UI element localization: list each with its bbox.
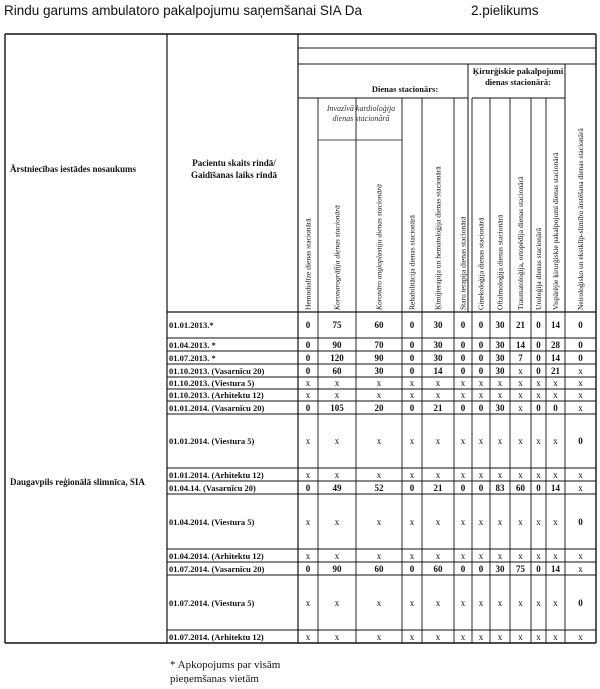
table-cell: 0	[305, 402, 311, 413]
table-cell: 105	[330, 402, 344, 413]
table-cell: 60	[374, 563, 384, 574]
table-cell: 0	[409, 320, 415, 330]
column-header-11: Vispārējie ķirurģiskie pakalpojumi dienas stacionārā	[551, 152, 560, 310]
table-cell: x	[478, 631, 484, 642]
table-cell: x	[376, 378, 382, 388]
table-cell: 0	[460, 320, 466, 330]
table-cell: 0	[409, 339, 415, 350]
table-cell: 0	[578, 320, 583, 330]
table-cell: x	[553, 390, 558, 400]
table-cell: 0	[536, 563, 541, 574]
table-cell: 0	[305, 365, 311, 376]
table-cell: x	[553, 516, 558, 527]
queue-header: Pacientu skaits rindā/ Gaidīšanas laiks rindā	[190, 158, 278, 180]
table-cell: x	[435, 597, 441, 608]
table-cell: 0	[578, 339, 583, 350]
column-header-3: Koronāro angioplastiju dienas stacionārā	[374, 184, 384, 310]
table-cell: x	[376, 390, 382, 400]
table-cell: 90	[332, 563, 342, 574]
table-cell: x	[409, 597, 415, 608]
table-cell: x	[376, 597, 382, 608]
table-cell: 75	[516, 563, 525, 574]
table-cell: 0	[409, 563, 415, 574]
footnote: * Apkopojums par visām pieņemšanas vietām	[170, 659, 281, 685]
column-header-10: Uroloģija dienas stacionārā	[534, 227, 543, 310]
table-cell: x	[518, 402, 523, 413]
table-cell: x	[409, 436, 415, 446]
column-header-1: Hemodialīze dienas stacionārā	[303, 218, 313, 310]
table-cell: 7	[518, 352, 523, 363]
table-cell: 0	[409, 482, 415, 493]
table-cell: x	[305, 597, 311, 608]
table-cell: x	[409, 631, 415, 642]
table-cell: x	[305, 550, 311, 561]
table-cell: x	[497, 550, 503, 561]
table-cell: x	[478, 378, 484, 388]
table-cell: 21	[516, 320, 525, 330]
column-header-5: Ķīmijterapija un hematoloģija dienas stacionārā	[433, 166, 443, 310]
institution-header: Ārstniecības iestādes nosaukums	[10, 164, 137, 174]
table-cell: x	[578, 378, 583, 388]
institution-name: Daugavpils reģionālā slimnīca, SIA	[10, 477, 145, 487]
row-date: 01.07.2014. (Vasarnīcu 20)	[169, 563, 265, 574]
table-cell: x	[435, 390, 441, 400]
table-cell: 83	[495, 482, 505, 493]
table-cell: 90	[332, 339, 342, 350]
subgroup-invasive-cardiology: Invazīvā kardioloģija dienas stacionārā	[326, 104, 396, 123]
table-cell: x	[435, 550, 441, 561]
table-cell: x	[435, 378, 441, 388]
table-cell: x	[460, 469, 466, 480]
table-cell: x	[578, 631, 583, 642]
table-cell: x	[553, 469, 558, 480]
table-cell: 0	[305, 320, 311, 330]
row-date: 01.10.2013. (Viestura 5)	[169, 378, 255, 388]
table-cell: x	[578, 469, 583, 480]
table-cell: x	[409, 390, 415, 400]
table-cell: x	[536, 550, 541, 561]
table-cell: x	[409, 516, 415, 527]
table-cell: x	[536, 390, 541, 400]
table-cell: 14	[551, 482, 560, 493]
table-cell: x	[497, 516, 503, 527]
table-cell: x	[478, 516, 484, 527]
table-cell: x	[553, 550, 558, 561]
table-cell: 0	[460, 365, 466, 376]
table-cell: 30	[495, 352, 505, 363]
table-cell: x	[305, 516, 311, 527]
table-cell: x	[497, 436, 503, 446]
table-cell: 49	[332, 482, 342, 493]
table-cell: 30	[495, 339, 505, 350]
table-cell: x	[435, 436, 441, 446]
table-cell: x	[497, 631, 503, 642]
table-cell: 14	[433, 365, 443, 376]
group-surgical-services: Ķirurģiskie pakalpojumi dienas stacionārā:	[472, 66, 564, 87]
table-cell: 30	[495, 563, 505, 574]
row-date: 01.07.2014. (Viestura 5)	[169, 597, 255, 608]
table-cell: 120	[330, 352, 344, 363]
table-cell: x	[478, 436, 484, 446]
table-cell: x	[334, 631, 340, 642]
table-cell: x	[553, 597, 558, 608]
table-cell: 0	[578, 352, 583, 363]
column-header-2: Koronarogrāfija dienas stacionārā	[332, 205, 342, 310]
table-cell: 0	[409, 402, 415, 413]
group-day-stationary: Dienas stacionārs:	[371, 84, 439, 94]
table-cell: x	[334, 436, 340, 446]
table-cell: 90	[374, 352, 384, 363]
table-cell: x	[497, 378, 503, 388]
table-cell: x	[409, 550, 415, 561]
table-cell: 60	[433, 563, 443, 574]
column-header-12: Neiroloģisko un ekstklīp-slimību ārstēšana dienas stacionārā	[576, 128, 585, 310]
table-cell: 30	[433, 352, 443, 363]
table-cell: x	[435, 631, 441, 642]
table-cell: 0	[478, 402, 484, 413]
table-cell: 28	[551, 339, 560, 350]
document-title: Rindu garums ambulatoro pakalpojumu saņemšanai SIA Da	[4, 3, 362, 18]
table-cell: x	[435, 469, 441, 480]
column-header-7: Ginekoloģija dienas stacionārā	[476, 217, 486, 310]
table-cell: x	[305, 378, 311, 388]
table-cell: x	[460, 597, 466, 608]
table-cell: x	[518, 631, 523, 642]
column-header-8: Oftalmoloģija dienas stacionārā	[495, 214, 505, 310]
table-cell: 0	[536, 339, 541, 350]
table-cell: x	[305, 631, 311, 642]
table-cell: x	[376, 631, 382, 642]
column-header-4: Rehabilitācija dienas stacionārā	[407, 215, 417, 310]
table-cell: x	[460, 516, 466, 527]
table-cell: 0	[305, 352, 311, 363]
table-cell: x	[553, 378, 558, 388]
table-cell: 0	[536, 402, 541, 413]
table-cell: x	[376, 516, 382, 527]
table-cell: x	[578, 365, 583, 376]
table-cell: x	[553, 631, 558, 642]
row-date: 01.01.2014. (Viestura 5)	[169, 436, 255, 446]
table-cell: 0	[536, 320, 541, 330]
table-cell: 60	[374, 320, 384, 330]
table-cell: 0	[536, 482, 541, 493]
table-cell: x	[334, 390, 340, 400]
table-cell: 30	[495, 402, 505, 413]
table-cell: 0	[578, 516, 583, 527]
table-cell: x	[497, 469, 503, 480]
table-cell: x	[497, 390, 503, 400]
table-cell: 0	[460, 352, 466, 363]
table-cell: x	[553, 436, 558, 446]
table-cell: 30	[495, 320, 505, 330]
table-cell: 0	[536, 352, 541, 363]
table-cell: 0	[305, 563, 311, 574]
table-cell: x	[518, 378, 523, 388]
row-date: 01.10.2013. (Vasarnīcu 20)	[169, 365, 265, 376]
table-cell: x	[518, 550, 523, 561]
table-cell: x	[518, 390, 523, 400]
table-cell: 0	[460, 339, 466, 350]
table-cell: x	[460, 550, 466, 561]
table-cell: 60	[516, 482, 525, 493]
table-cell: x	[409, 378, 415, 388]
table-cell: 14	[551, 320, 560, 330]
table-cell: x	[518, 436, 523, 446]
table-cell: 30	[433, 320, 443, 330]
table-cell: 0	[478, 563, 484, 574]
column-header-6: Staru terapija dienas stacionārā	[458, 216, 468, 310]
table-cell: x	[536, 469, 541, 480]
table-cell: x	[334, 597, 340, 608]
table-cell: x	[460, 378, 466, 388]
row-date: 01.04.2013. *	[169, 339, 216, 350]
table-cell: x	[518, 365, 523, 376]
table-cell: x	[536, 597, 541, 608]
column-header-9: Traumatoloģija, ortopēdija dienas stacionārā	[516, 176, 525, 310]
table-cell: x	[334, 516, 340, 527]
row-date: 01.01.2013.*	[169, 320, 214, 330]
table-cell: 0	[478, 365, 484, 376]
table-cell: 0	[478, 352, 484, 363]
table-cell: 14	[551, 563, 560, 574]
table-cell: x	[578, 482, 583, 493]
table-cell: 30	[495, 365, 505, 376]
row-date: 01.04.14. (Vasarnīcu 20)	[169, 482, 256, 493]
table-cell: 21	[433, 402, 443, 413]
table-cell: x	[536, 516, 541, 527]
table-cell: 0	[478, 320, 484, 330]
table-cell: 60	[332, 365, 342, 376]
table-cell: x	[460, 631, 466, 642]
table-cell: 0	[478, 482, 484, 493]
table-cell: x	[478, 469, 484, 480]
table-cell: 0	[460, 402, 466, 413]
table-cell: 0	[478, 339, 484, 350]
table-cell: 75	[332, 320, 342, 330]
table-cell: x	[305, 436, 311, 446]
appendix-label: 2.pielikums	[471, 3, 539, 18]
table-cell: x	[478, 597, 484, 608]
table-cell: x	[460, 390, 466, 400]
table-cell: 0	[578, 436, 583, 446]
table-cell: 30	[433, 339, 443, 350]
table-cell: x	[376, 550, 382, 561]
table-cell: 0	[409, 352, 415, 363]
table-cell: x	[578, 402, 583, 413]
table-cell: 20	[374, 402, 384, 413]
table-cell: x	[460, 436, 466, 446]
table-cell: x	[536, 378, 541, 388]
row-date: 01.07.2013. *	[169, 352, 216, 363]
table-cell: 14	[551, 352, 560, 363]
row-date: 01.01.2014. (Arhitektu 12)	[169, 469, 264, 480]
table-cell: x	[578, 563, 583, 574]
table-cell: x	[518, 469, 523, 480]
table-cell: 0	[553, 402, 558, 413]
row-date: 01.04.2014. (Viestura 5)	[169, 516, 255, 527]
table-cell: x	[305, 390, 311, 400]
row-date: 01.07.2014. (Arhitektu 12)	[169, 631, 264, 642]
table-cell: 0	[305, 339, 311, 350]
table-cell: 21	[551, 365, 560, 376]
table-cell: x	[518, 516, 523, 527]
table-cell: 0	[578, 597, 583, 608]
table-cell: 0	[536, 365, 541, 376]
table-cell: x	[376, 436, 382, 446]
row-date: 01.01.2014. (Vasarnīcu 20)	[169, 402, 265, 413]
table-cell: x	[435, 516, 441, 527]
table-cell: 14	[516, 339, 525, 350]
table-cell: x	[478, 390, 484, 400]
table-cell: x	[305, 469, 311, 480]
table-cell: 0	[460, 482, 466, 493]
table-cell: x	[334, 469, 340, 480]
table-cell: x	[497, 597, 503, 608]
table-cell: x	[334, 550, 340, 561]
table-cell: 70	[374, 339, 384, 350]
row-date: 01.04.2014. (Arhitektu 12)	[169, 550, 264, 561]
table-cell: x	[334, 378, 340, 388]
row-date: 01.10.2013. (Arhitektu 12)	[169, 390, 264, 400]
table-cell: x	[518, 597, 523, 608]
table-cell: x	[536, 631, 541, 642]
table-cell: x	[478, 550, 484, 561]
table-cell: x	[409, 469, 415, 480]
table-cell: x	[536, 436, 541, 446]
table-cell: x	[578, 390, 583, 400]
table-cell: 0	[460, 563, 466, 574]
table-cell: 30	[374, 365, 384, 376]
table-cell: 0	[305, 482, 311, 493]
table-cell: 21	[433, 482, 443, 493]
table-cell: 0	[409, 365, 415, 376]
table-cell: x	[578, 550, 583, 561]
table-cell: x	[376, 469, 382, 480]
table-cell: 52	[374, 482, 384, 493]
